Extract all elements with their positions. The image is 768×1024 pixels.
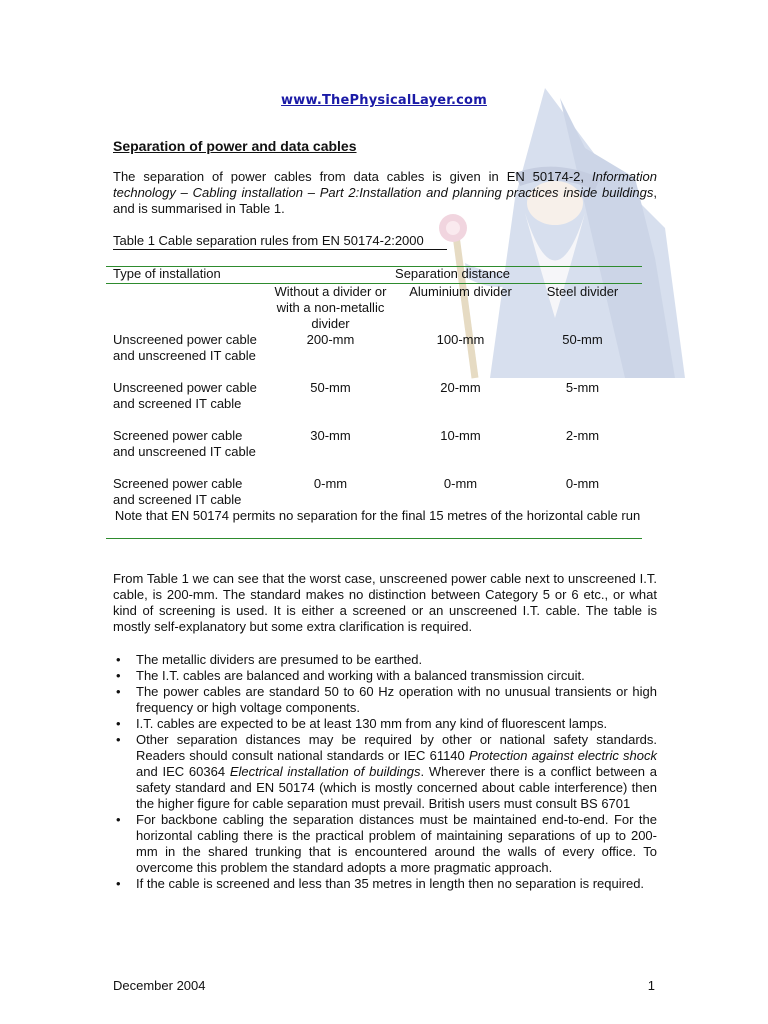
intro-standard-title: Information technology – Cabling installation – Part 2:Installation and planning practices inside buildings [113, 169, 657, 200]
site-header [0, 92, 768, 109]
cell-no-divider: 200-mm [306, 332, 355, 347]
list-item [113, 684, 657, 716]
intro-text-2: , and is summarised in Table 1. [113, 185, 657, 216]
cell-steel: 0-mm [565, 476, 600, 491]
bullet-glyph: • [116, 716, 121, 731]
intro-paragraph [113, 169, 657, 217]
cell-no-divider: 50-mm [310, 380, 351, 395]
bullet-glyph: • [116, 684, 121, 699]
footer-date: December 2004 [113, 978, 206, 993]
standard-title-italic: Electrical installation of buildings [229, 764, 421, 779]
bullet-glyph: • [116, 812, 121, 827]
subheader-no-divider: Without a divider or with a non-metallic divider [274, 284, 387, 331]
site-link[interactable]: www.ThePhysicalLayer.com [281, 93, 487, 108]
caption-underline [113, 249, 447, 250]
list-item-text: The power cables are standard 50 to 60 Hz operation with no unusual transients or high frequency or high voltage components. [136, 684, 657, 715]
table-row [108, 428, 642, 476]
cell-type: Screened power cable and screened IT cable [113, 476, 243, 507]
bullet-list [113, 652, 657, 892]
subheader-steel: Steel divider [546, 284, 619, 299]
table-row [108, 476, 642, 508]
table-row [108, 332, 642, 380]
list-item-text: . Wherever there is a conflict between a safety standard and EN 50174 (which is mostly concerned about cable interference) then the higher figure for cable separation must prevail. British users must consult BS 6701 [136, 764, 657, 811]
page-title: Separation of power and data cables [113, 138, 357, 154]
table-row [108, 380, 642, 428]
cell-no-divider: 0-mm [313, 476, 348, 491]
cell-aluminium: 10-mm [440, 428, 481, 443]
cell-aluminium: 0-mm [443, 476, 478, 491]
list-item-text: I.T. cables are expected to be at least 130 mm from any kind of fluorescent lamps. [136, 716, 608, 731]
list-item-text: and IEC 60364 [136, 764, 230, 779]
list-item-text: For backbone cabling the separation distances must be maintained end-to-end. For the horizontal cabling there is the practical problem of maintaining separations of up to 200-mm in the shared trunking that is encountered around the walls of every office. To overcome this problem the standard adopts a more pragmatic approach. [136, 812, 657, 875]
cell-steel: 2-mm [565, 428, 600, 443]
list-item [113, 716, 657, 732]
list-item [113, 652, 657, 668]
list-item [113, 732, 657, 812]
table-header-row [108, 266, 642, 284]
table-caption: Table 1 Cable separation rules from EN 50174-2:2000 [113, 233, 424, 248]
cell-type: Unscreened power cable and unscreened IT cable [113, 332, 257, 363]
list-item [113, 876, 657, 892]
list-item-text: Other separation distances may be required by other or national safety standards. Readers should consult national standards or IEC 61140 [136, 732, 657, 763]
subheader-blank [108, 284, 258, 332]
intro-text-1: The separation of power cables from data cables is given in EN 50174-2, [113, 169, 592, 184]
bullet-glyph: • [116, 732, 121, 747]
bullet-glyph: • [116, 668, 121, 683]
list-item-text: If the cable is screened and less than 35 metres in length then no separation is required. [136, 876, 645, 891]
bullet-glyph: • [116, 652, 121, 667]
bullet-glyph: • [116, 876, 121, 891]
analysis-paragraph: From Table 1 we can see that the worst case, unscreened power cable next to unscreened I.T. cable, is 200-mm. The standard makes no distinction between Category 5 or 6 etc., or what kind of screening is used. It is either a screened or an unscreened I.T. cable. The table is mostly self-explanatory but some extra clarification is required. [113, 571, 657, 634]
cell-steel: 50-mm [562, 332, 603, 347]
table-note-row [108, 508, 642, 524]
cell-aluminium: 100-mm [436, 332, 485, 347]
cell-type: Unscreened power cable and screened IT cable [113, 380, 257, 411]
table-subheader-row [108, 284, 642, 332]
table-note: Note that EN 50174 permits no separation for the final 15 metres of the horizontal cable run [114, 508, 641, 523]
cell-type: Screened power cable and unscreened IT cable [113, 428, 256, 459]
cell-aluminium: 20-mm [440, 380, 481, 395]
list-item [113, 668, 657, 684]
list-item-text: The metallic dividers are presumed to be earthed. [136, 652, 423, 667]
cell-steel: 5-mm [565, 380, 600, 395]
subheader-aluminium: Aluminium divider [409, 284, 512, 299]
footer-page-number: 1 [647, 978, 655, 993]
header-type-of-installation: Type of installation [113, 266, 221, 281]
table-bottom-rule [106, 538, 642, 539]
cell-no-divider: 30-mm [310, 428, 351, 443]
separation-table [108, 266, 642, 524]
list-item [113, 812, 657, 876]
list-item-text: The I.T. cables are balanced and working with a balanced transmission circuit. [136, 668, 585, 683]
header-separation-distance: Separation distance [395, 266, 510, 281]
standard-title-italic: Protection against electric shock [468, 748, 657, 763]
